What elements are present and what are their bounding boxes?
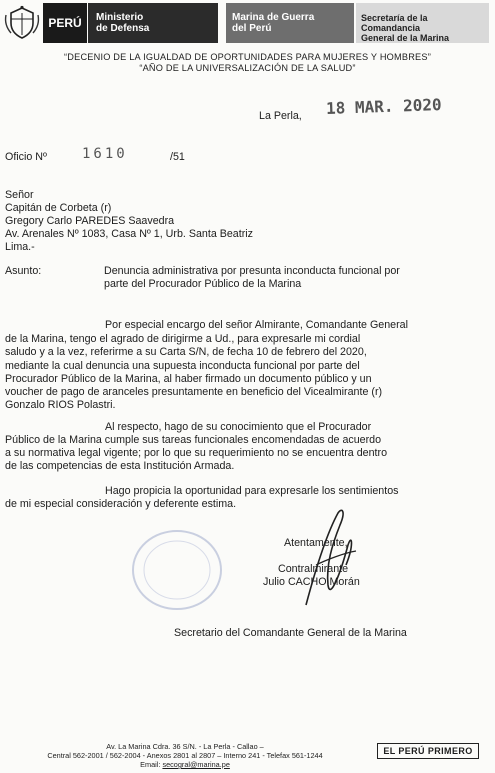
footer-address: Av. La Marina Cdra. 36 S/N. - La Perla - Callao – xyxy=(106,742,264,751)
navy-line-2: del Perú xyxy=(232,23,272,34)
body-p1-line-4: mediante la cual denuncia una supuesta inconducta funcional por parte del xyxy=(5,360,360,372)
ministry-line-1: Ministerio xyxy=(96,12,144,23)
recipient-name: Gregory Carlo PAREDES Saavedra xyxy=(5,215,175,227)
coat-of-arms-icon xyxy=(3,5,41,41)
body-p1-line-6: voucher de pago de aranceles presuntamente en beneficio del Vicealmirante (r) xyxy=(5,386,383,398)
signature-rank: Contralmirante xyxy=(278,563,349,575)
footer-email-row xyxy=(0,761,370,770)
footer-email-link[interactable]: secogral@marina.pe xyxy=(162,760,230,769)
body-p2-line-2: Público de la Marina cumple sus tareas funcionales encomendadas de acuerdo xyxy=(5,434,382,446)
body-p1-line-5: Procurador Público de la Marina, al haber firmado un documento público y un xyxy=(5,373,372,385)
brand-slogan: EL PERÚ PRIMERO xyxy=(377,743,479,759)
office-number: 1610 xyxy=(82,146,128,162)
decree-line-1: “DECENIO DE LA IGUALDAD DE OPORTUNIDADES PARA MUJERES Y HOMBRES” xyxy=(64,52,431,62)
decree-line-2: “AÑO DE LA UNIVERSALIZACIÓN DE LA SALUD” xyxy=(139,63,356,73)
secretariat-line-1: Secretaría de la Comandancia xyxy=(361,13,428,33)
body-p1-line-2: de la Marina, tengo el agrado de dirigirme a Ud., para expresarle mi cordial xyxy=(5,333,361,345)
handwritten-signature-icon xyxy=(296,505,366,610)
navy-label xyxy=(226,3,354,43)
signature-title: Secretario del Comandante General de la Marina xyxy=(174,627,407,639)
secretariat-line-2: General de la Marina xyxy=(361,33,450,43)
secretariat-label xyxy=(356,3,489,43)
office-label: Oficio Nº xyxy=(5,151,47,163)
peru-label: PERÚ xyxy=(43,3,87,43)
body-p3-line-1: Hago propicia la oportunidad para expresarle los sentimientos xyxy=(105,485,399,497)
ministry-label xyxy=(88,3,218,43)
body-p2-line-1: Al respecto, hago de su conocimiento que el Procurador xyxy=(105,421,372,433)
recipient-salutation: Señor xyxy=(5,189,34,201)
ministry-line-2: de Defensa xyxy=(96,23,150,34)
body-p1-line-3: saludo y a la vez, referirme a su Carta S/N, de fecha 10 de febrero del 2020, xyxy=(5,346,367,358)
recipient-rank: Capitán de Corbeta (r) xyxy=(5,202,112,214)
signature-name: Julio CACHO Morán xyxy=(263,576,360,588)
place-text: La Perla, xyxy=(259,110,302,122)
recipient-address: Av. Arenales Nº 1083, Casa Nº 1, Urb. Santa Beatriz xyxy=(5,228,254,240)
subject-line-2: parte del Procurador Público de la Marina xyxy=(104,278,302,290)
body-p2-line-4: de las competencias de esta Institución Armada. xyxy=(5,460,235,472)
office-suffix: /51 xyxy=(170,151,185,163)
body-p1-line-1: Por especial encargo del señor Almirante, Comandante General xyxy=(105,319,408,331)
body-p1-line-7: Gonzalo RIOS Polastri. xyxy=(5,399,116,411)
body-p2-line-3: a su normativa legal vigente; por lo que su requerimiento no se encuentra dentro xyxy=(5,447,388,459)
recipient-city: Lima.- xyxy=(5,241,35,253)
footer-phones: Central 562-2001 / 562-2004 - Anexos 2801 al 2807 – Interno 241 - Telefax 561-1244 xyxy=(47,751,323,760)
subject-line-1: Denuncia administrativa por presunta inconducta funcional por xyxy=(104,265,400,277)
footer-email-label: Email: xyxy=(140,760,161,769)
navy-line-1: Marina de Guerra xyxy=(232,12,315,23)
date-stamp: 18 MAR. 2020 xyxy=(325,94,442,119)
subject-label: Asunto: xyxy=(5,265,42,277)
body-p3-line-2: de mi especial consideración y deferente estima. xyxy=(5,498,237,510)
signature-closing: Atentamente, xyxy=(284,537,348,549)
official-seal-icon xyxy=(130,528,225,613)
